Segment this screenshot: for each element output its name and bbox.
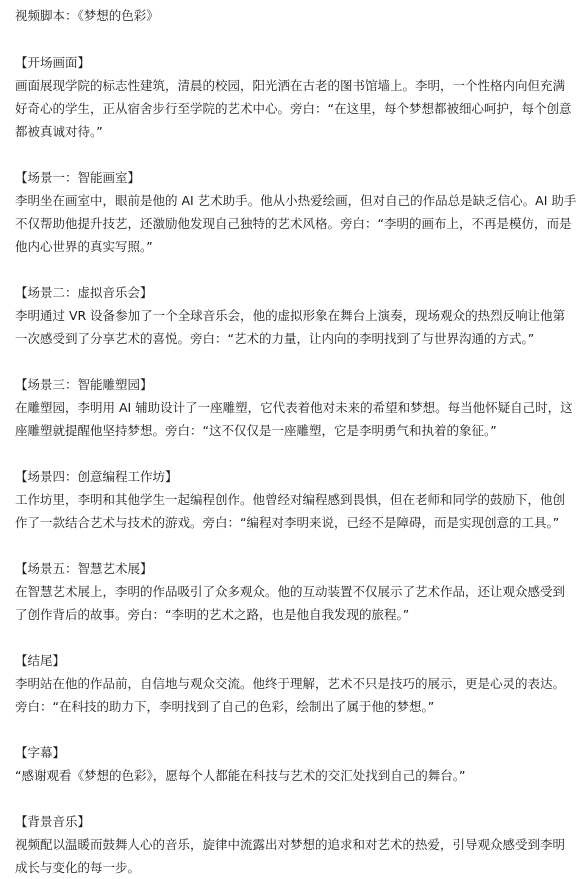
section-heading: 【字幕】	[15, 745, 66, 760]
section-subtitles	[15, 741, 577, 787]
section-heading: 【场景四：创意编程工作坊】	[15, 469, 178, 484]
section-body: “感谢观看《梦想的色彩》，愿每个人都能在科技与艺术的交汇处找到自己的舞台。”	[15, 768, 466, 783]
document-title: 视频脚本：《梦想的色彩》	[15, 8, 159, 23]
section-opening	[15, 51, 577, 143]
section-heading: 【背景音乐】	[15, 814, 91, 829]
section-heading: 【场景一：智能画室】	[15, 170, 141, 185]
document-page	[15, 4, 577, 879]
section-scene-2	[15, 281, 577, 350]
section-ending	[15, 649, 577, 718]
section-scene-4	[15, 465, 577, 534]
section-body: 李明站在他的作品前，自信地与观众交流。他终于理解，艺术不只是技巧的展示，更是心灵的表达。旁白：“在科技的助力下，李明找到了自己的色彩，绘制出了属于他的梦想。”	[15, 676, 566, 714]
section-heading: 【场景二：虚拟音乐会】	[15, 285, 153, 300]
section-background-music	[15, 810, 577, 879]
section-body: 李明坐在画室中，眼前是他的 AI 艺术助手。他从小热爱绘画，但对自己的作品总是缺乏信心。AI 助手不仅帮助他提升技艺，还激励他发现自己独特的艺术风格。旁白：“李明的画布上，不再是模仿，而是他内心世界的真实写照。”	[15, 193, 577, 254]
section-heading: 【场景三：智能雕塑园】	[15, 377, 153, 392]
section-body: 在智慧艺术展上，李明的作品吸引了众多观众。他的互动装置不仅展示了艺术作品，还让观众感受到了创作背后的故事。旁白：“李明的艺术之路，也是他自我发现的旅程。”	[15, 584, 566, 622]
section-heading: 【开场画面】	[15, 55, 91, 70]
section-body: 在雕塑园，李明用 AI 辅助设计了一座雕塑，它代表着他对未来的希望和梦想。每当他怀疑自己时，这座雕塑就提醒他坚持梦想。旁白：“这不仅仅是一座雕塑，它是李明勇气和执着的象征。”	[15, 400, 573, 438]
section-body: 画面展现学院的标志性建筑，清晨的校园，阳光洒在古老的图书馆墙上。李明，一个性格内向但充满好奇心的学生，正从宿舍步行至学院的艺术中心。旁白：“在这里，每个梦想都被细心呵护，每个创意都被真诚对待。”	[15, 78, 572, 139]
section-body: 视频配以温暖而鼓舞人心的音乐，旋律中流露出对梦想的追求和对艺术的热爱，引导观众感受到李明成长与变化的每一步。	[15, 837, 566, 875]
section-heading: 【结尾】	[15, 653, 66, 668]
section-scene-5	[15, 557, 577, 626]
section-scene-1	[15, 166, 577, 258]
section-body: 工作坊里，李明和其他学生一起编程创作。他曾经对编程感到畏惧，但在老师和同学的鼓励下，他创作了一款结合艺术与技术的游戏。旁白：“编程对李明来说，已经不是障碍，而是实现创意的工具。”	[15, 492, 566, 530]
section-body: 李明通过 VR 设备参加了一个全球音乐会，他的虚拟形象在舞台上演奏，现场观众的热烈反响让他第一次感受到了分享艺术的喜悦。旁白：“艺术的力量，让内向的李明找到了与世界沟通的方式。”	[15, 308, 566, 346]
section-heading: 【场景五：智慧艺术展】	[15, 561, 153, 576]
section-scene-3	[15, 373, 577, 442]
